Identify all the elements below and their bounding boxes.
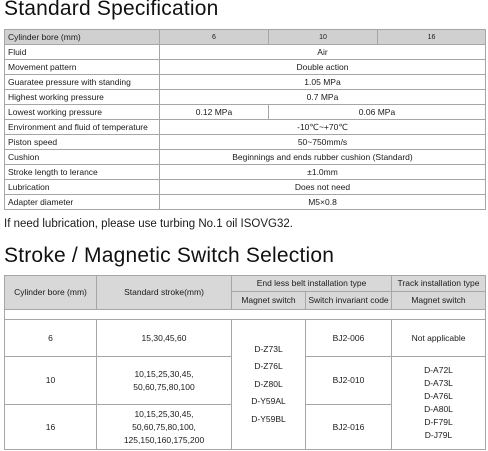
- table-spacer: [5, 310, 486, 320]
- spec-value: ±1.0mm: [160, 165, 486, 180]
- row-switch-code: BJ2-016: [306, 405, 392, 450]
- spec-value: 1.05 MPa: [160, 75, 486, 90]
- spec-row-temperature: [5, 120, 486, 135]
- stroke-header-row: [5, 276, 486, 292]
- bore-10: 10: [269, 30, 378, 45]
- stroke-line: 10,15,25,30,45,: [134, 368, 194, 379]
- spec-label: Lubrication: [5, 180, 160, 195]
- row-bore: 10: [5, 357, 97, 405]
- header-switch-code: Switch invariant code: [306, 292, 392, 310]
- switch-item: D-Y59AL: [251, 396, 286, 407]
- row-bore: 6: [5, 320, 97, 357]
- spec-row-movement: [5, 60, 486, 75]
- spec-value: 50~750mm/s: [160, 135, 486, 150]
- stroke-row-6: [5, 320, 486, 357]
- specification-table: [4, 29, 486, 210]
- header-track: Track installation type: [392, 276, 486, 292]
- spec-label: Cushion: [5, 150, 160, 165]
- spec-row-adapter: [5, 195, 486, 210]
- spec-value: 0.7 MPa: [160, 90, 486, 105]
- track-switch-item: D-A72L: [424, 365, 453, 375]
- spec-row-cushion: [5, 150, 486, 165]
- stroke-heading: Stroke / Magnetic Switch Selection: [4, 244, 335, 267]
- track-switch-item: D-F79L: [424, 417, 453, 427]
- row-bore: 16: [5, 405, 97, 450]
- spec-label: Environment and fluid of temperature: [5, 120, 160, 135]
- spec-value-bore-6: 0.12 MPa: [160, 105, 269, 120]
- spec-value: Air: [160, 45, 486, 60]
- stroke-line: 10,15,25,30,45,: [134, 408, 194, 419]
- spec-label: Piston speed: [5, 135, 160, 150]
- row-strokes: [97, 320, 232, 357]
- row-strokes: [97, 405, 232, 450]
- row-switch-code: BJ2-010: [306, 357, 392, 405]
- spacer-row: [5, 310, 486, 320]
- header-track-magnet: Magnet switch: [392, 292, 486, 310]
- spec-label: Adapter diameter: [5, 195, 160, 210]
- spec-row-fluid: [5, 45, 486, 60]
- bore-6: 6: [160, 30, 269, 45]
- spec-header-label: Cylinder bore (mm): [5, 30, 160, 45]
- header-endless: End less belt installation type: [232, 276, 392, 292]
- switch-item: D-Z73L: [254, 343, 283, 354]
- spec-label: Lowest working pressure: [5, 105, 160, 120]
- track-switch-item: D-A76L: [424, 391, 453, 401]
- spec-row-guarantee-pressure: [5, 75, 486, 90]
- spec-value: M5×0.8: [160, 195, 486, 210]
- track-switch-list: [392, 357, 486, 450]
- spec-label: Movement pattern: [5, 60, 160, 75]
- switch-item: D-Y59BL: [251, 413, 286, 424]
- spec-value: Beginnings and ends rubber cushion (Standard): [160, 150, 486, 165]
- row-strokes: [97, 357, 232, 405]
- header-magnet-switch: Magnet switch: [232, 292, 306, 310]
- spec-row-stroke-tolerance: [5, 165, 486, 180]
- spec-label: Fluid: [5, 45, 160, 60]
- spec-header-row: [5, 30, 486, 45]
- spec-heading: Standard Specification: [4, 0, 219, 20]
- spec-label: Stroke length to lerance: [5, 165, 160, 180]
- row-switch-code: BJ2-006: [306, 320, 392, 357]
- stroke-line: 15,30,45,60: [141, 332, 187, 343]
- spec-row-lubrication: [5, 180, 486, 195]
- spec-label: Highest working pressure: [5, 90, 160, 105]
- lubrication-note: If need lubrication, please use turbing No.1 oil ISOVG32.: [4, 218, 293, 230]
- spec-value: -10℃~+70℃: [160, 120, 486, 135]
- row-track: Not applicable: [392, 320, 486, 357]
- header-bore: Cylinder bore (mm): [5, 276, 97, 310]
- spec-row-piston-speed: [5, 135, 486, 150]
- bore-16: 16: [378, 30, 486, 45]
- switch-item: D-Z76L: [254, 361, 283, 372]
- spec-row-highest-pressure: [5, 90, 486, 105]
- switch-item: D-Z80L: [254, 378, 283, 389]
- stroke-line: 50,60,75,80,100: [133, 381, 195, 392]
- track-switch-item: D-A80L: [424, 404, 453, 414]
- spec-value: Does not need: [160, 180, 486, 195]
- header-stroke: Standard stroke(mm): [97, 276, 232, 310]
- endless-switch-list: [232, 320, 306, 450]
- stroke-switch-table: [4, 275, 486, 450]
- track-switch-item: D-J79L: [424, 430, 453, 440]
- spec-value: Double action: [160, 60, 486, 75]
- track-switch-item: D-A73L: [424, 378, 453, 388]
- spec-value-bore-10-16: 0.06 MPa: [269, 105, 486, 120]
- spec-row-lowest-pressure: [5, 105, 486, 120]
- stroke-line: 125,150,160,175,200: [123, 434, 205, 445]
- spec-label: Guaratee pressure with standing: [5, 75, 160, 90]
- stroke-line: 50,60,75,80,100,: [132, 421, 196, 432]
